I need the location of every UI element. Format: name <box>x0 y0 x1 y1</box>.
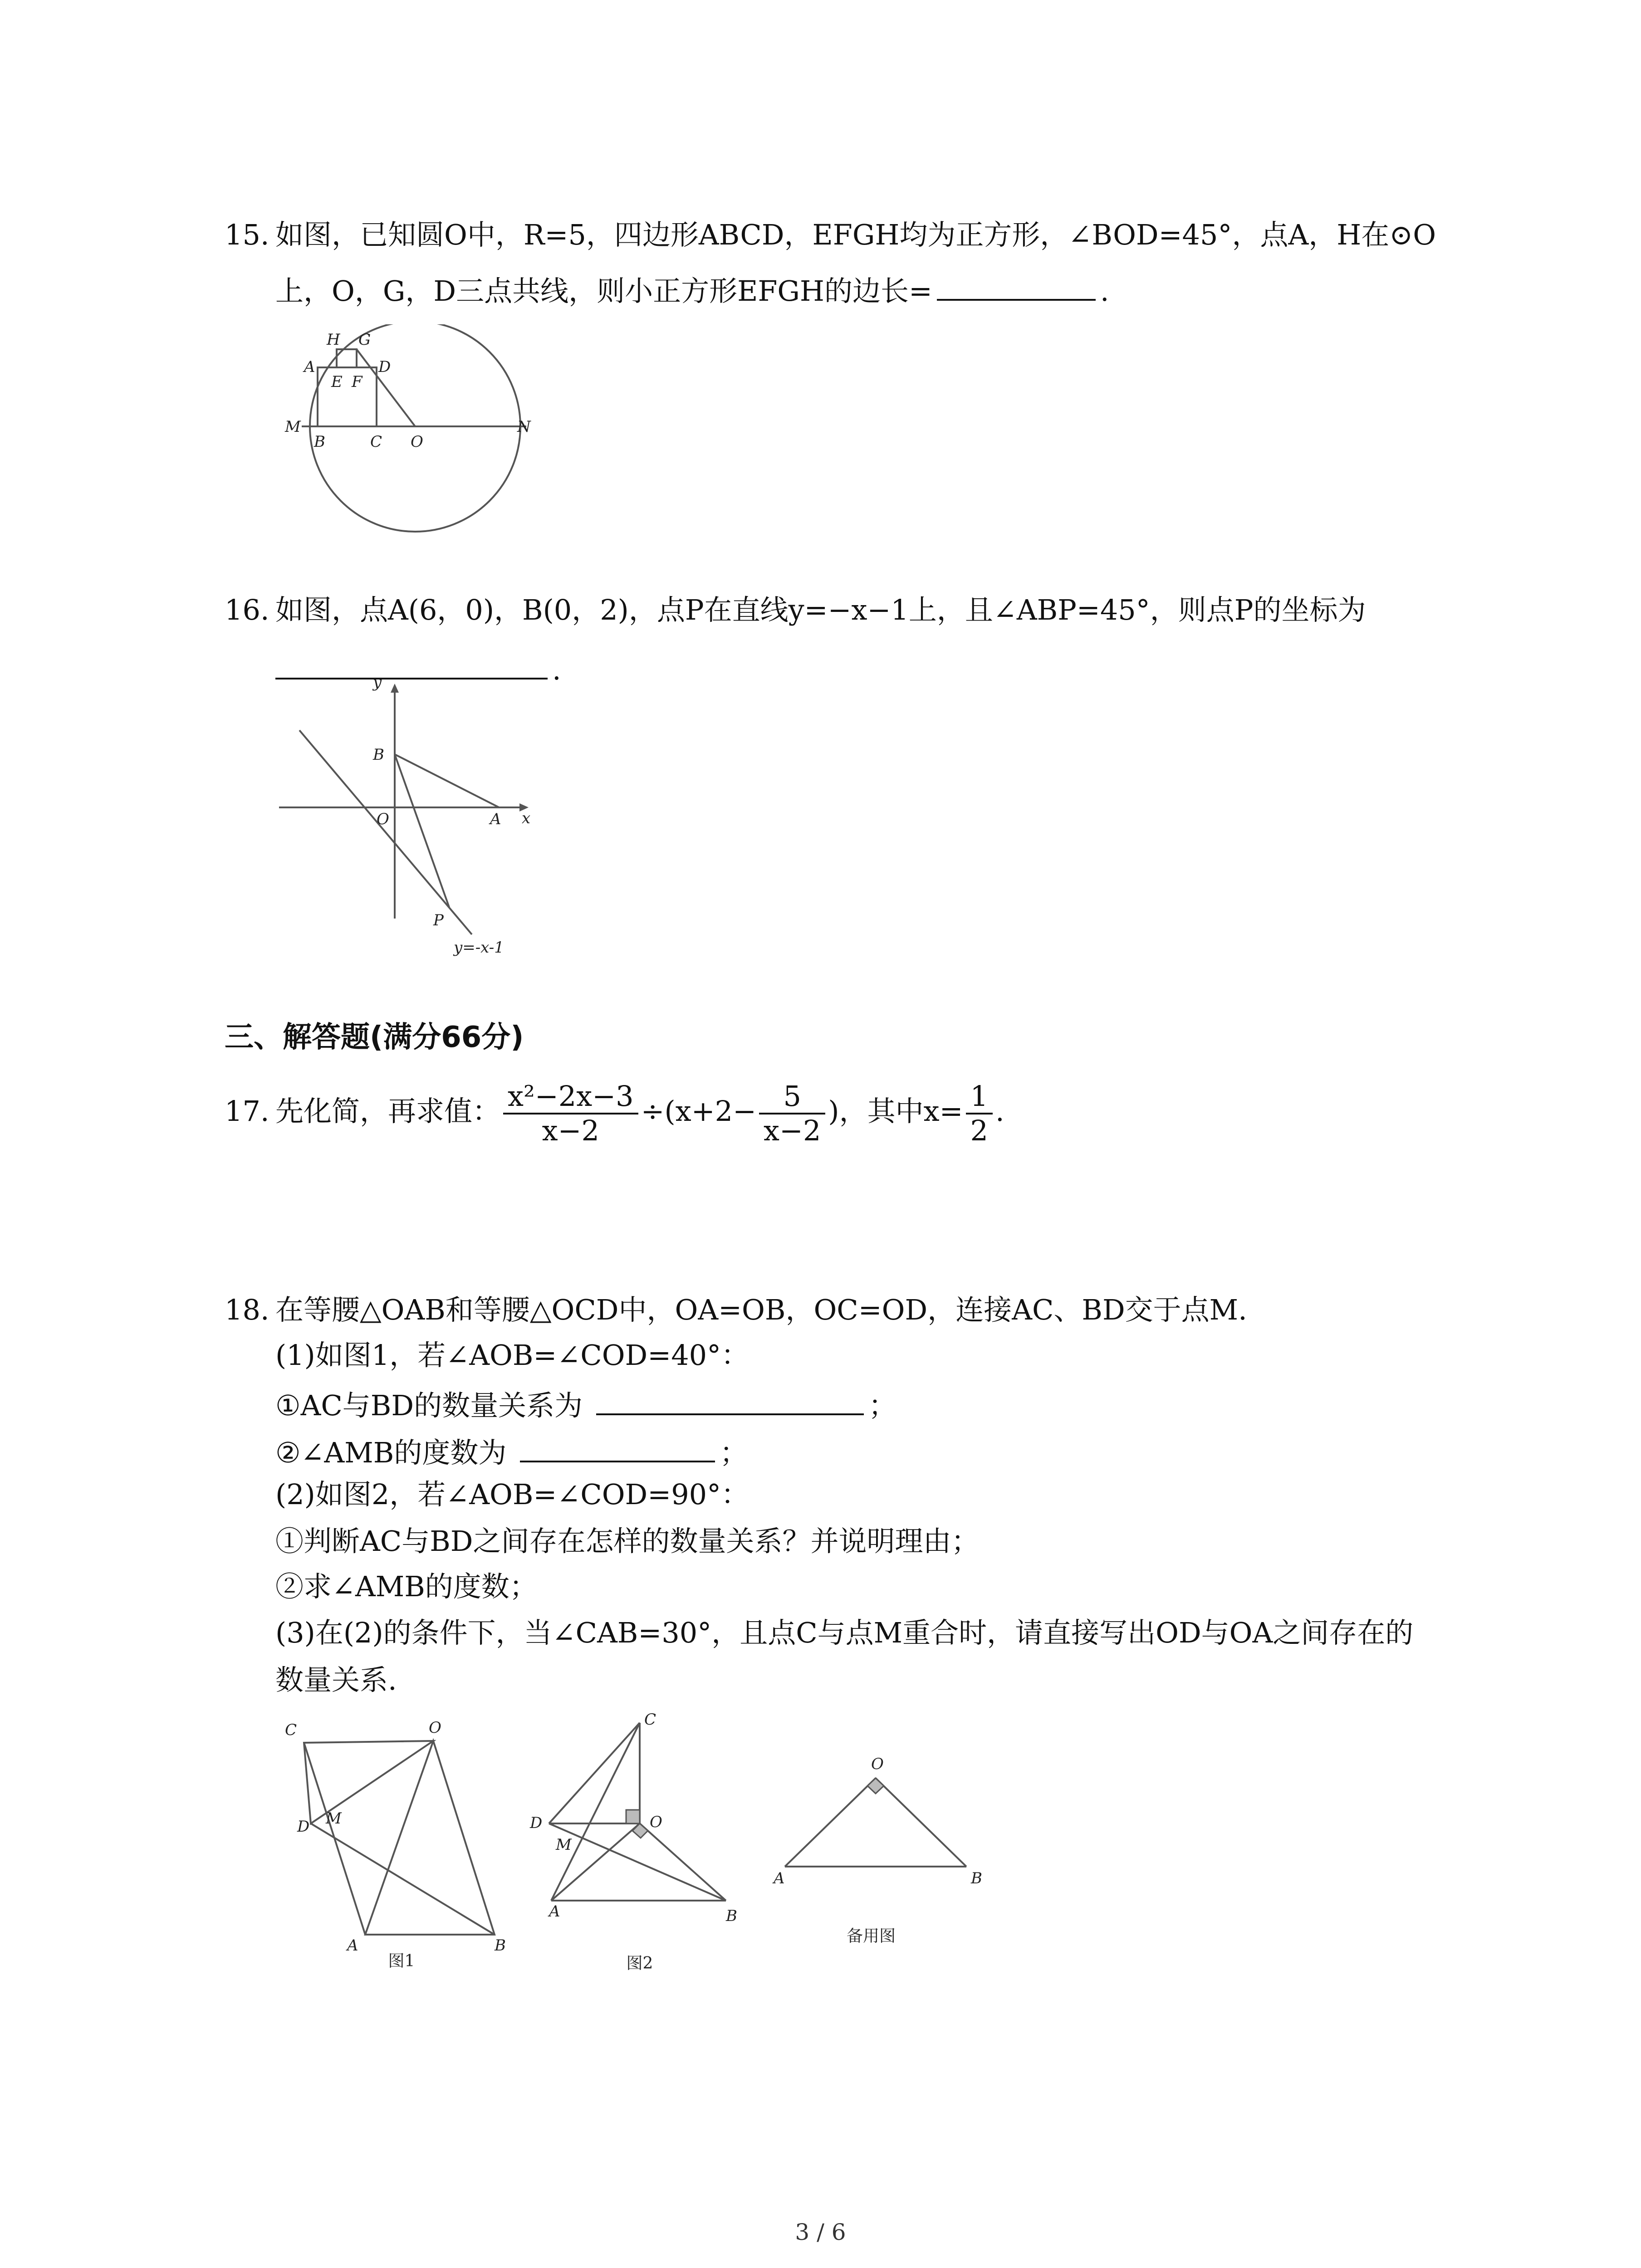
q18-fig3-label-o: O <box>871 1755 884 1773</box>
q18-line3 <box>275 1384 896 1424</box>
q17-fraction-3 <box>966 1080 993 1147</box>
q17-fraction-1-num: x²−2x−3 <box>503 1080 638 1114</box>
q15-text-2: 上，O，G，D三点共线，则小正方形EFGH的边长= <box>275 274 932 308</box>
q18-answer-blank-1[interactable] <box>596 1384 864 1415</box>
q18-fig3-segment-oa <box>785 1778 876 1867</box>
q16-line-y-eq <box>299 730 472 934</box>
q18-line5: (2)如图2，若∠AOB=∠COD=90°： <box>275 1478 749 1511</box>
q16-figure <box>272 678 554 968</box>
q18-fig2-label-c: C <box>644 1711 656 1729</box>
q18-number: 18. <box>225 1293 269 1326</box>
q18-fig2-segment-cd <box>549 1723 640 1823</box>
q17-suffix: )，其中x= <box>828 1095 963 1128</box>
q18-fig1-label-o: O <box>429 1719 441 1737</box>
q18-fig1-label-a: A <box>347 1936 358 1955</box>
q16-label-y: y <box>373 678 382 691</box>
q18-line1 <box>225 1292 1247 1328</box>
q18-fig1-label-m: M <box>326 1809 342 1828</box>
q17-prefix: 先化简，再求值： <box>275 1095 501 1128</box>
q18-fig3-label-a: A <box>774 1869 785 1887</box>
q18-line9: 数量关系. <box>275 1663 397 1696</box>
q18-figure-2 <box>513 1706 767 1982</box>
q16-line1 <box>225 592 1366 628</box>
q15-label-f: F <box>352 373 362 391</box>
q15-number: 15. <box>225 218 269 251</box>
q18-fig1-segment-bd <box>311 1823 495 1935</box>
q15-line1 <box>225 217 1436 253</box>
q15-text-1: 如图，已知圆O中，R=5，四边形ABCD，EFGH均为正方形，∠BOD=45°，点A，H在⊙O <box>275 218 1436 251</box>
q17-end: . <box>995 1095 1004 1128</box>
q18-fig2-right-angle-aob <box>632 1823 648 1838</box>
q16-label-a: A <box>490 810 501 828</box>
q18-backup-figure <box>749 1742 1030 1960</box>
q17-fraction-1 <box>503 1080 638 1147</box>
q15-label-b: B <box>314 433 325 451</box>
q15-figure <box>281 324 544 538</box>
q18-fig2-label-o: O <box>650 1813 662 1831</box>
q18-fig1-label-d: D <box>297 1818 310 1836</box>
q17-fraction-2-num: 5 <box>759 1080 825 1114</box>
q16-number: 16. <box>225 593 269 626</box>
q16-label-x: x <box>522 809 531 827</box>
q15-circle <box>310 324 520 532</box>
q15-label-m: M <box>285 418 301 436</box>
q18-figure-1 <box>272 1715 526 1969</box>
q18-text-4: ②∠AMB的度数为 <box>275 1436 507 1469</box>
q18-line6: ①判断AC与BD之间存在怎样的数量关系？并说明理由； <box>275 1525 980 1558</box>
q18-fig1-caption: 图1 <box>388 1952 415 1969</box>
q16-y-arrow <box>391 684 399 693</box>
q15-label-d: D <box>378 358 391 376</box>
q18-fig1-triangle-ocd <box>304 1741 433 1823</box>
q15-label-a: A <box>304 358 315 376</box>
q18-line7: ②求∠AMB的度数； <box>275 1570 538 1603</box>
q18-fig2-label-a: A <box>549 1902 560 1921</box>
q16-text-1: 如图，点A(6，0)，B(0，2)，点P在直线y=−x−1上，且∠ABP=45°，则点P的坐标为 <box>275 593 1366 626</box>
q18-line8: (3)在(2)的条件下，当∠CAB=30°，且点C与点M重合时，请直接写出OD与OA之间存在的 <box>275 1616 1414 1649</box>
q18-fig3-right-angle <box>867 1778 884 1794</box>
q18-line4 <box>275 1432 748 1471</box>
q17-fraction-2 <box>759 1080 825 1147</box>
q15-label-o: O <box>411 433 423 451</box>
section-title: 三、解答题(满分66分) <box>225 1021 524 1054</box>
q18-fig2-label-m: M <box>556 1836 572 1854</box>
q17-fraction-3-num: 1 <box>966 1080 993 1114</box>
q18-fig1-label-b: B <box>495 1936 506 1955</box>
q18-fig2-label-b: B <box>726 1907 737 1925</box>
q18-fig2-segment-oa <box>551 1823 640 1901</box>
q17-fraction-1-den: x−2 <box>542 1114 599 1147</box>
q17-fraction-3-den: 2 <box>970 1114 988 1147</box>
q18-fig1-label-c: C <box>285 1721 297 1739</box>
q15-square-abcd <box>318 367 377 426</box>
page-number: 3 / 6 <box>795 2219 846 2245</box>
q15-label-n: N <box>517 418 531 436</box>
q17-line <box>225 1077 1004 1147</box>
q15-answer-blank[interactable] <box>937 270 1096 301</box>
q18-answer-blank-2[interactable] <box>520 1432 715 1462</box>
q16-label-o: O <box>377 810 389 828</box>
q18-text-1: 在等腰△OAB和等腰△OCD中，OA=OB，OC=OD，连接AC、BD交于点M. <box>275 1293 1247 1326</box>
q17-number: 17. <box>225 1095 269 1128</box>
q15-label-h: H <box>327 331 340 349</box>
q18-fig1-triangle-oab <box>365 1741 495 1935</box>
q18-fig2-right-angle-cod <box>626 1810 640 1823</box>
q18-line2: (1)如图1，若∠AOB=∠COD=40°： <box>275 1339 749 1372</box>
q15-text-2-end: . <box>1100 274 1109 308</box>
q18-fig2-segment-ob <box>640 1823 726 1901</box>
q15-line2 <box>275 270 1109 309</box>
q18-fig3-label-b: B <box>971 1869 982 1887</box>
q16-label-p: P <box>433 911 444 929</box>
q15-label-g: G <box>358 331 371 349</box>
q16-answer-blank[interactable] <box>275 649 548 679</box>
q18-text-3-end: ； <box>868 1389 897 1422</box>
q18-fig3-caption: 备用图 <box>846 1927 896 1945</box>
q17-fraction-2-den: x−2 <box>764 1114 821 1147</box>
q18-fig2-label-d: D <box>530 1814 543 1832</box>
q18-fig3-segment-ob <box>876 1778 966 1867</box>
q17-middle: ÷(x+2− <box>641 1095 757 1128</box>
q16-text-2-end: . <box>552 653 561 686</box>
q16-label-line-eq: y=-x-1 <box>454 938 504 957</box>
q15-label-e: E <box>331 373 343 391</box>
q15-label-c: C <box>370 433 382 451</box>
q18-fig2-caption: 图2 <box>626 1954 653 1973</box>
q18-text-4-end: ； <box>720 1436 748 1469</box>
q18-text-3: ①AC与BD的数量关系为 <box>275 1389 583 1422</box>
q16-label-b: B <box>373 746 384 764</box>
